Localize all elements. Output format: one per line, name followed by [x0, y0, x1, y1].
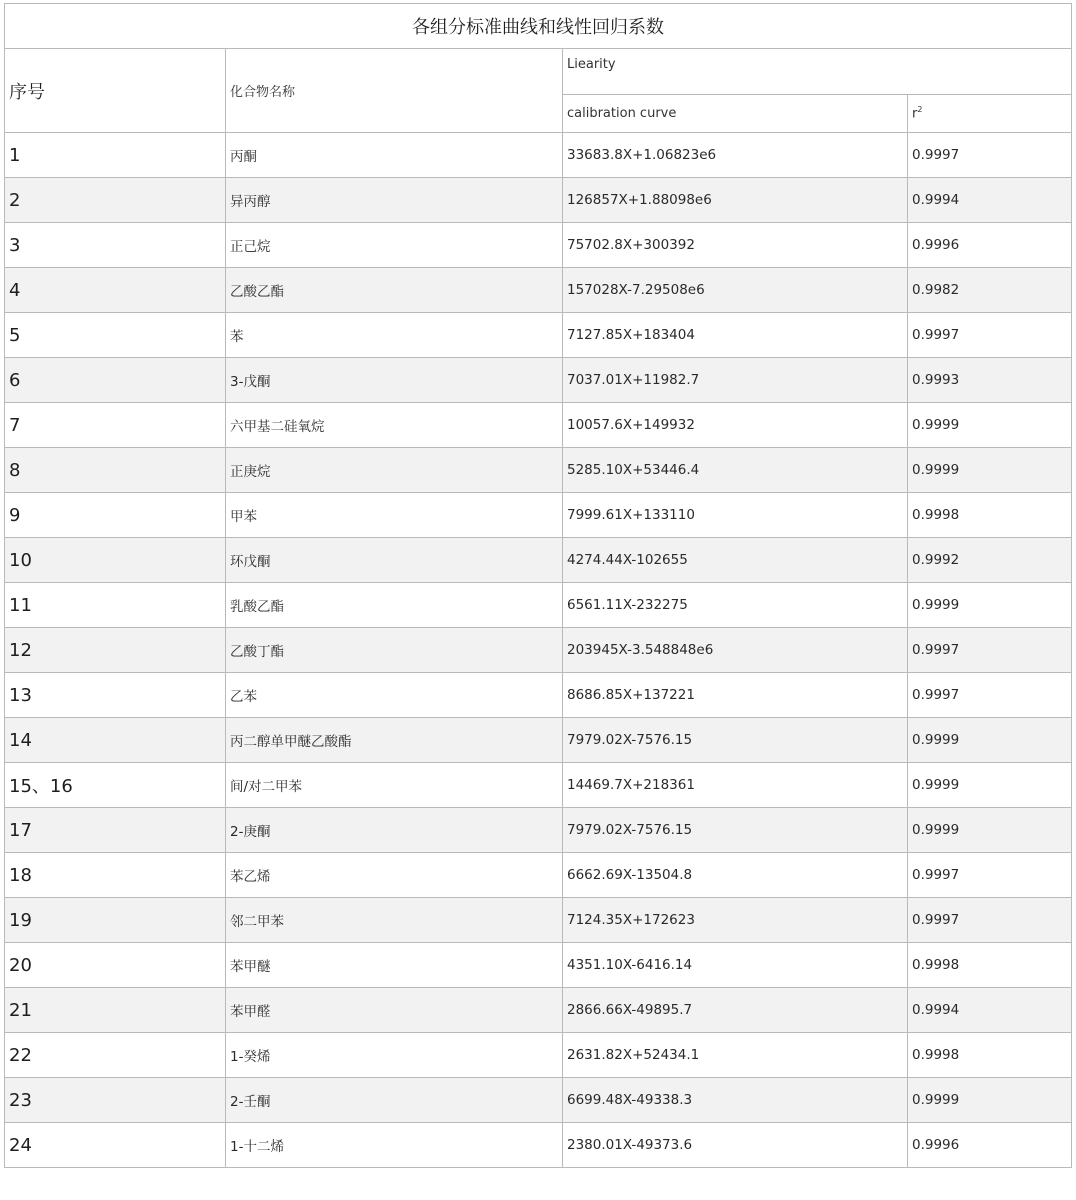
title-row	[5, 4, 1072, 49]
cell-compound-name: 2-庚酮	[226, 808, 563, 853]
cell-compound-name: 正己烷	[226, 223, 563, 268]
cell-r-squared: 0.9999	[908, 1078, 1072, 1123]
cell-seq: 24	[5, 1123, 226, 1168]
cell-compound-name: 苯甲醚	[226, 943, 563, 988]
cell-calibration-curve: 10057.6X+149932	[563, 403, 908, 448]
cell-compound-name: 正庚烷	[226, 448, 563, 493]
table-row	[5, 988, 1072, 1033]
cell-seq: 2	[5, 178, 226, 223]
header-seq: 序号	[5, 49, 226, 133]
cell-seq: 19	[5, 898, 226, 943]
cell-r-squared: 0.9997	[908, 853, 1072, 898]
table-row	[5, 943, 1072, 988]
cell-seq: 9	[5, 493, 226, 538]
cell-calibration-curve: 7124.35X+172623	[563, 898, 908, 943]
table-row	[5, 133, 1072, 178]
cell-seq: 12	[5, 628, 226, 673]
cell-r-squared: 0.9999	[908, 583, 1072, 628]
cell-seq: 4	[5, 268, 226, 313]
table-row	[5, 628, 1072, 673]
cell-seq: 21	[5, 988, 226, 1033]
cell-compound-name: 六甲基二硅氧烷	[226, 403, 563, 448]
header-r-exponent: 2	[917, 105, 923, 115]
cell-r-squared: 0.9996	[908, 1123, 1072, 1168]
cell-calibration-curve: 8686.85X+137221	[563, 673, 908, 718]
cell-seq: 11	[5, 583, 226, 628]
cell-r-squared: 0.9999	[908, 718, 1072, 763]
cell-calibration-curve: 33683.8X+1.06823e6	[563, 133, 908, 178]
header-calibration-curve: calibration curve	[563, 95, 908, 133]
cell-calibration-curve: 5285.10X+53446.4	[563, 448, 908, 493]
cell-seq: 23	[5, 1078, 226, 1123]
calibration-table-container	[4, 3, 1072, 1168]
table-row	[5, 763, 1072, 808]
cell-seq: 22	[5, 1033, 226, 1078]
cell-r-squared: 0.9982	[908, 268, 1072, 313]
cell-seq: 14	[5, 718, 226, 763]
cell-r-squared: 0.9998	[908, 1033, 1072, 1078]
cell-calibration-curve: 126857X+1.88098e6	[563, 178, 908, 223]
cell-calibration-curve: 7127.85X+183404	[563, 313, 908, 358]
table-row	[5, 583, 1072, 628]
cell-calibration-curve: 7979.02X-7576.15	[563, 808, 908, 853]
cell-compound-name: 1-十二烯	[226, 1123, 563, 1168]
calibration-table	[4, 3, 1072, 1168]
cell-compound-name: 乙酸丁酯	[226, 628, 563, 673]
cell-calibration-curve: 157028X-7.29508e6	[563, 268, 908, 313]
cell-seq: 15、16	[5, 763, 226, 808]
header-row-1	[5, 49, 1072, 95]
table-row	[5, 403, 1072, 448]
cell-calibration-curve: 203945X-3.548848e6	[563, 628, 908, 673]
cell-seq: 20	[5, 943, 226, 988]
cell-calibration-curve: 2631.82X+52434.1	[563, 1033, 908, 1078]
table-title: 各组分标准曲线和线性回归系数	[5, 4, 1072, 49]
cell-calibration-curve: 6561.11X-232275	[563, 583, 908, 628]
cell-compound-name: 环戊酮	[226, 538, 563, 583]
header-r-base: r	[912, 106, 918, 122]
cell-r-squared: 0.9997	[908, 673, 1072, 718]
cell-calibration-curve: 6662.69X-13504.8	[563, 853, 908, 898]
cell-r-squared: 0.9999	[908, 403, 1072, 448]
cell-compound-name: 1-癸烯	[226, 1033, 563, 1078]
table-row	[5, 853, 1072, 898]
cell-seq: 8	[5, 448, 226, 493]
cell-r-squared: 0.9999	[908, 808, 1072, 853]
cell-r-squared: 0.9998	[908, 493, 1072, 538]
table-row	[5, 1033, 1072, 1078]
cell-compound-name: 苯乙烯	[226, 853, 563, 898]
table-row	[5, 313, 1072, 358]
cell-compound-name: 苯	[226, 313, 563, 358]
cell-r-squared: 0.9997	[908, 313, 1072, 358]
header-compound-name: 化合物名称	[226, 49, 563, 133]
cell-r-squared: 0.9998	[908, 943, 1072, 988]
cell-r-squared: 0.9997	[908, 898, 1072, 943]
cell-r-squared: 0.9992	[908, 538, 1072, 583]
cell-compound-name: 甲苯	[226, 493, 563, 538]
cell-r-squared: 0.9993	[908, 358, 1072, 403]
cell-calibration-curve: 7979.02X-7576.15	[563, 718, 908, 763]
table-row	[5, 898, 1072, 943]
table-row	[5, 493, 1072, 538]
cell-calibration-curve: 6699.48X-49338.3	[563, 1078, 908, 1123]
table-row	[5, 1078, 1072, 1123]
table-row	[5, 448, 1072, 493]
table-row	[5, 178, 1072, 223]
cell-compound-name: 苯甲醛	[226, 988, 563, 1033]
cell-compound-name: 乙酸乙酯	[226, 268, 563, 313]
cell-r-squared: 0.9999	[908, 448, 1072, 493]
cell-compound-name: 2-壬酮	[226, 1078, 563, 1123]
table-row	[5, 358, 1072, 403]
cell-compound-name: 丙酮	[226, 133, 563, 178]
table-row	[5, 718, 1072, 763]
table-row	[5, 268, 1072, 313]
cell-calibration-curve: 4351.10X-6416.14	[563, 943, 908, 988]
header-linearity: Liearity	[563, 49, 1072, 95]
table-row	[5, 808, 1072, 853]
cell-seq: 18	[5, 853, 226, 898]
table-row	[5, 538, 1072, 583]
cell-seq: 3	[5, 223, 226, 268]
cell-r-squared: 0.9996	[908, 223, 1072, 268]
cell-compound-name: 邻二甲苯	[226, 898, 563, 943]
cell-calibration-curve: 14469.7X+218361	[563, 763, 908, 808]
cell-r-squared: 0.9994	[908, 988, 1072, 1033]
cell-seq: 6	[5, 358, 226, 403]
cell-compound-name: 3-戊酮	[226, 358, 563, 403]
cell-compound-name: 间/对二甲苯	[226, 763, 563, 808]
cell-calibration-curve: 7037.01X+11982.7	[563, 358, 908, 403]
cell-seq: 17	[5, 808, 226, 853]
cell-compound-name: 乙苯	[226, 673, 563, 718]
cell-calibration-curve: 4274.44X-102655	[563, 538, 908, 583]
cell-calibration-curve: 75702.8X+300392	[563, 223, 908, 268]
cell-r-squared: 0.9997	[908, 628, 1072, 673]
cell-compound-name: 乳酸乙酯	[226, 583, 563, 628]
cell-calibration-curve: 2380.01X-49373.6	[563, 1123, 908, 1168]
cell-compound-name: 丙二醇单甲醚乙酸酯	[226, 718, 563, 763]
cell-r-squared: 0.9997	[908, 133, 1072, 178]
cell-seq: 1	[5, 133, 226, 178]
cell-calibration-curve: 2866.66X-49895.7	[563, 988, 908, 1033]
table-row	[5, 223, 1072, 268]
cell-r-squared: 0.9994	[908, 178, 1072, 223]
cell-seq: 13	[5, 673, 226, 718]
cell-seq: 5	[5, 313, 226, 358]
cell-calibration-curve: 7999.61X+133110	[563, 493, 908, 538]
header-r-squared	[908, 95, 1072, 133]
table-row	[5, 1123, 1072, 1168]
table-row	[5, 673, 1072, 718]
cell-compound-name: 异丙醇	[226, 178, 563, 223]
cell-r-squared: 0.9999	[908, 763, 1072, 808]
cell-seq: 7	[5, 403, 226, 448]
cell-seq: 10	[5, 538, 226, 583]
